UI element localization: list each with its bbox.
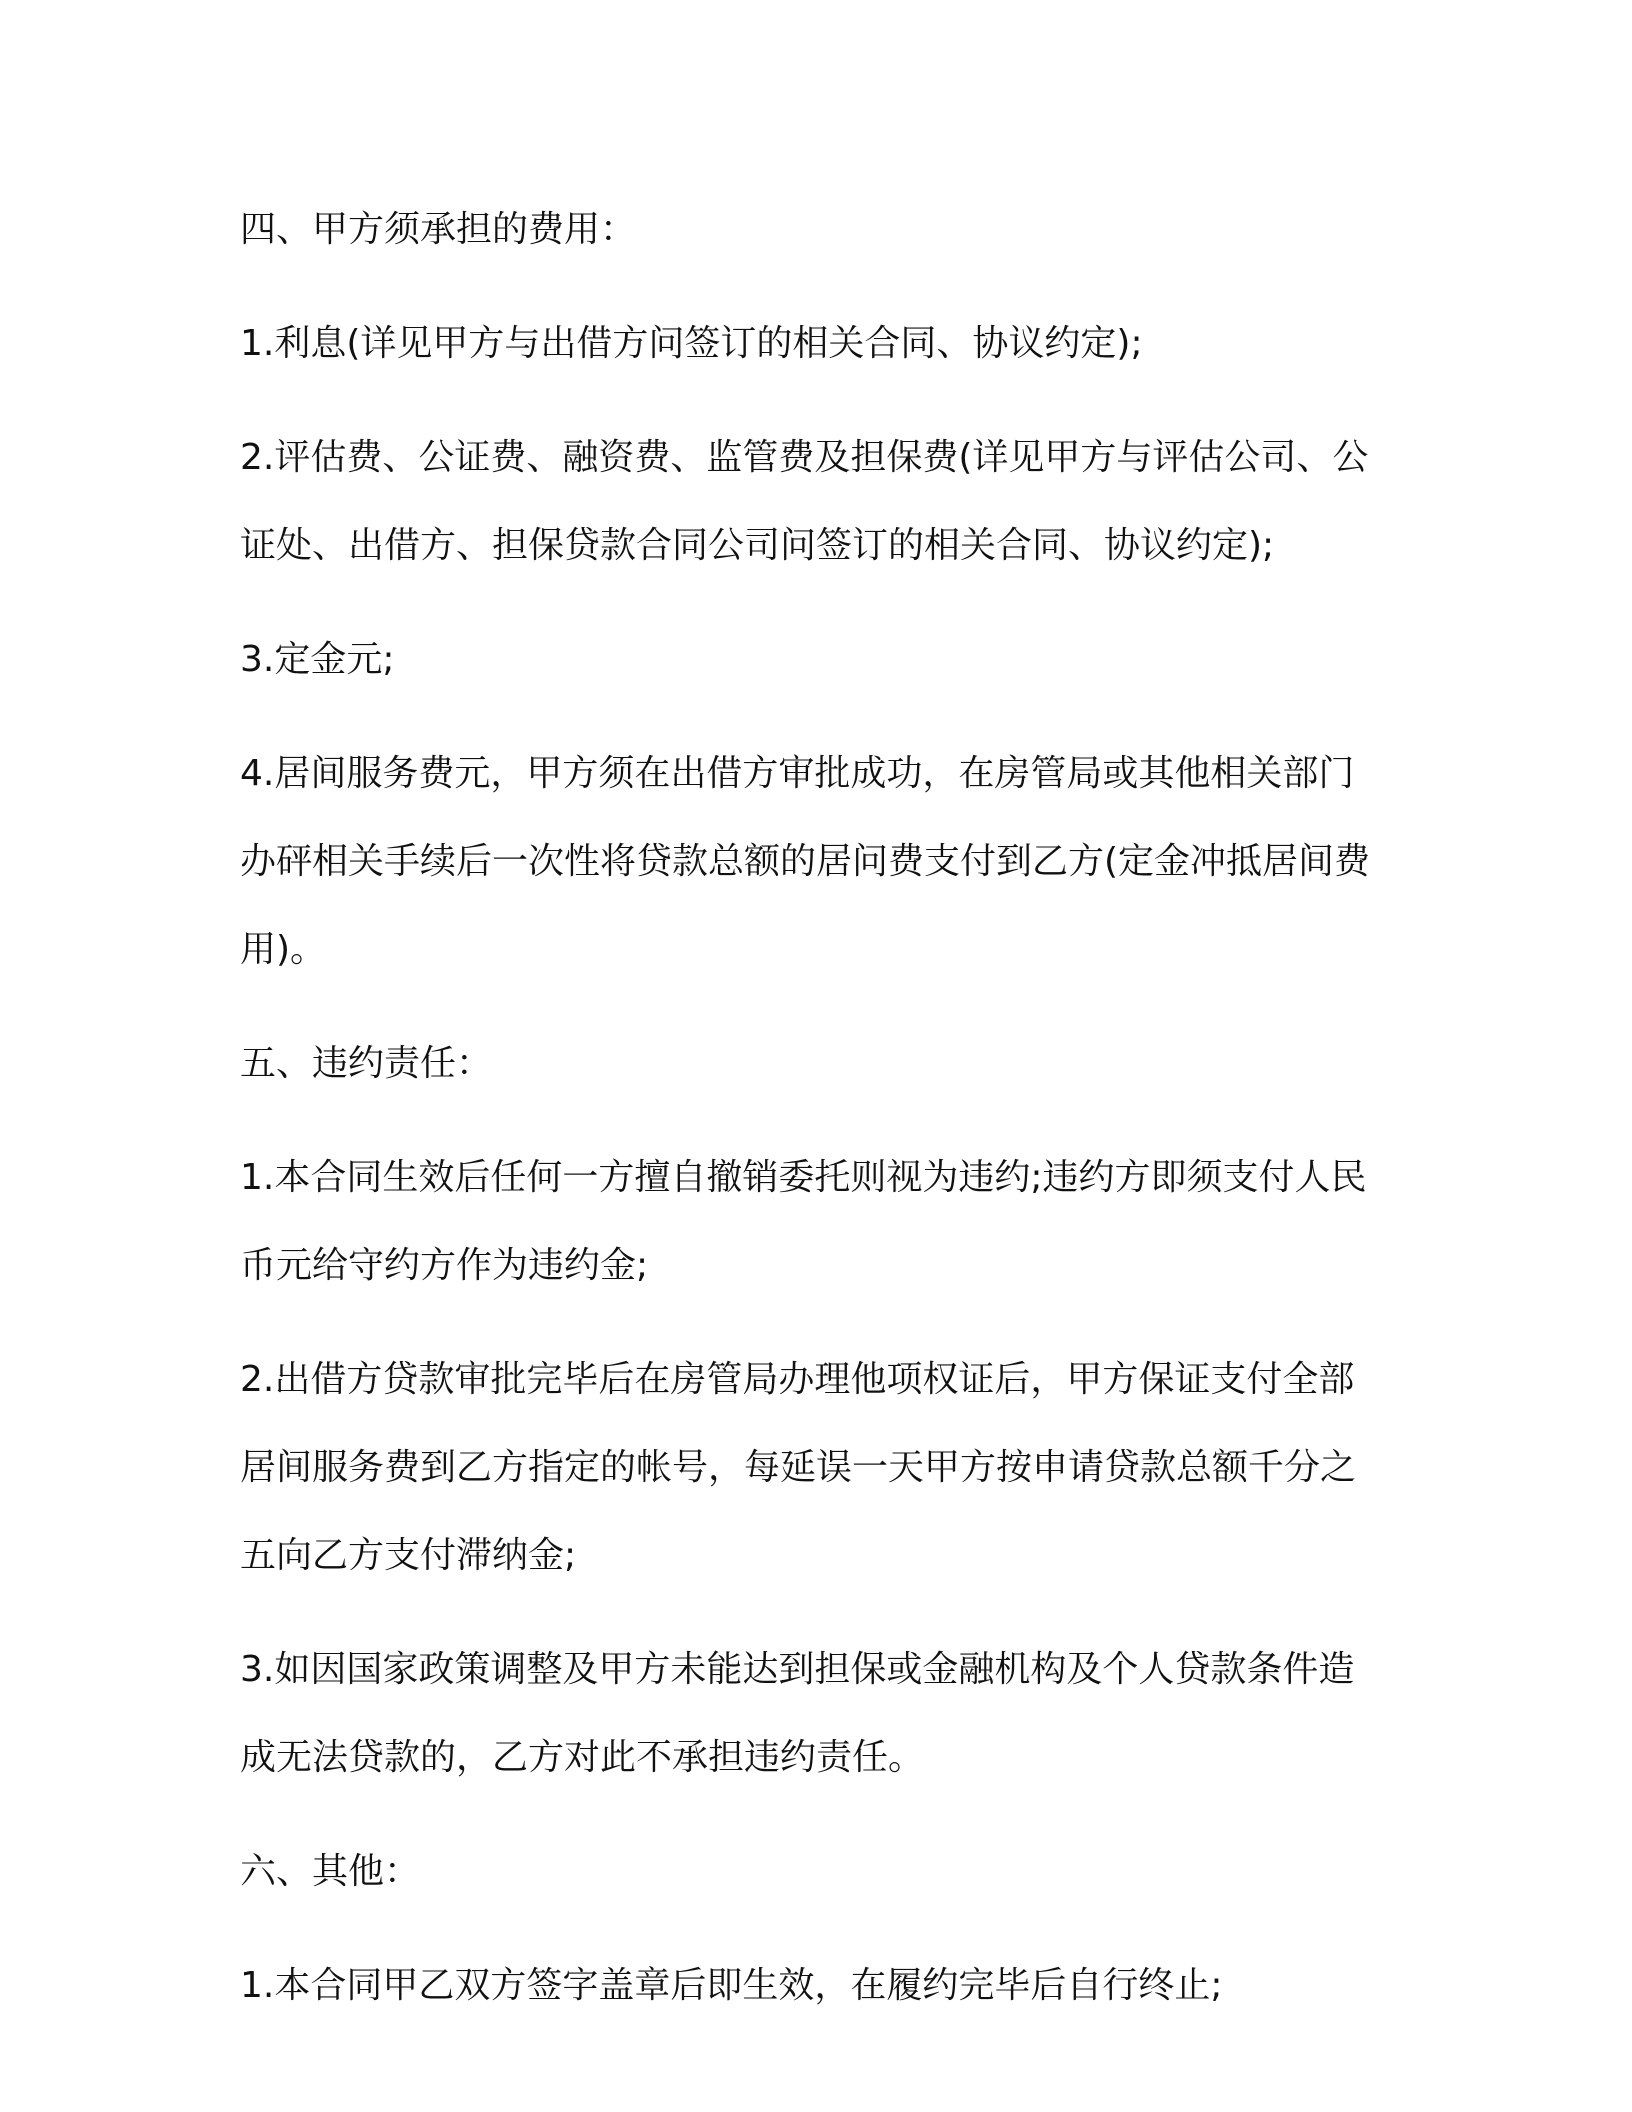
document-body: [240, 186, 1376, 2056]
paragraph-interest: 1.利息(详见甲方与出借方问签订的相关合同、协议约定);: [240, 323, 1143, 364]
paragraph-effective-date: 1.本合同甲乙双方签字盖章后即生效，在履约完毕后自行终止;: [240, 1965, 1223, 2006]
section-heading-liability: 五、违约责任：: [240, 1043, 493, 1084]
paragraph-brokerage-fee: 4.居间服务费元，甲方须在出借方审批成功，在房管局或其他相关部门办砰相关手续后一次性将贷款总额的居问费支付到乙方(定金冲抵居间费用)。: [240, 753, 1371, 970]
section-heading-fees: 四、甲方须承担的费用：: [240, 209, 637, 250]
paragraph-policy-exemption: 3.如因国家政策调整及甲方未能达到担保或金融机构及个人贷款条件造成无法贷款的，乙方对此不承担违约责任。: [240, 1649, 1355, 1778]
section-heading-other: 六、其他：: [240, 1851, 421, 1892]
paragraph-assessment-fees: 2.评估费、公证费、融资费、监管费及担保费(详见甲方与评估公司、公证处、出借方、担保贷款合同公司问签订的相关合同、协议约定);: [240, 437, 1369, 566]
paragraph-late-fee: 2.出借方贷款审批完毕后在房管局办理他项权证后，甲方保证支付全部居间服务费到乙方指定的帐号，每延误一天甲方按申请贷款总额千分之五向乙方支付滞纳金;: [240, 1359, 1357, 1576]
paragraph-deposit: 3.定金元;: [240, 639, 395, 680]
paragraph-revocation-penalty: 1.本合同生效后任何一方擅自撤销委托则视为违约;违约方即须支付人民币元给守约方作为违约金;: [240, 1157, 1367, 1286]
